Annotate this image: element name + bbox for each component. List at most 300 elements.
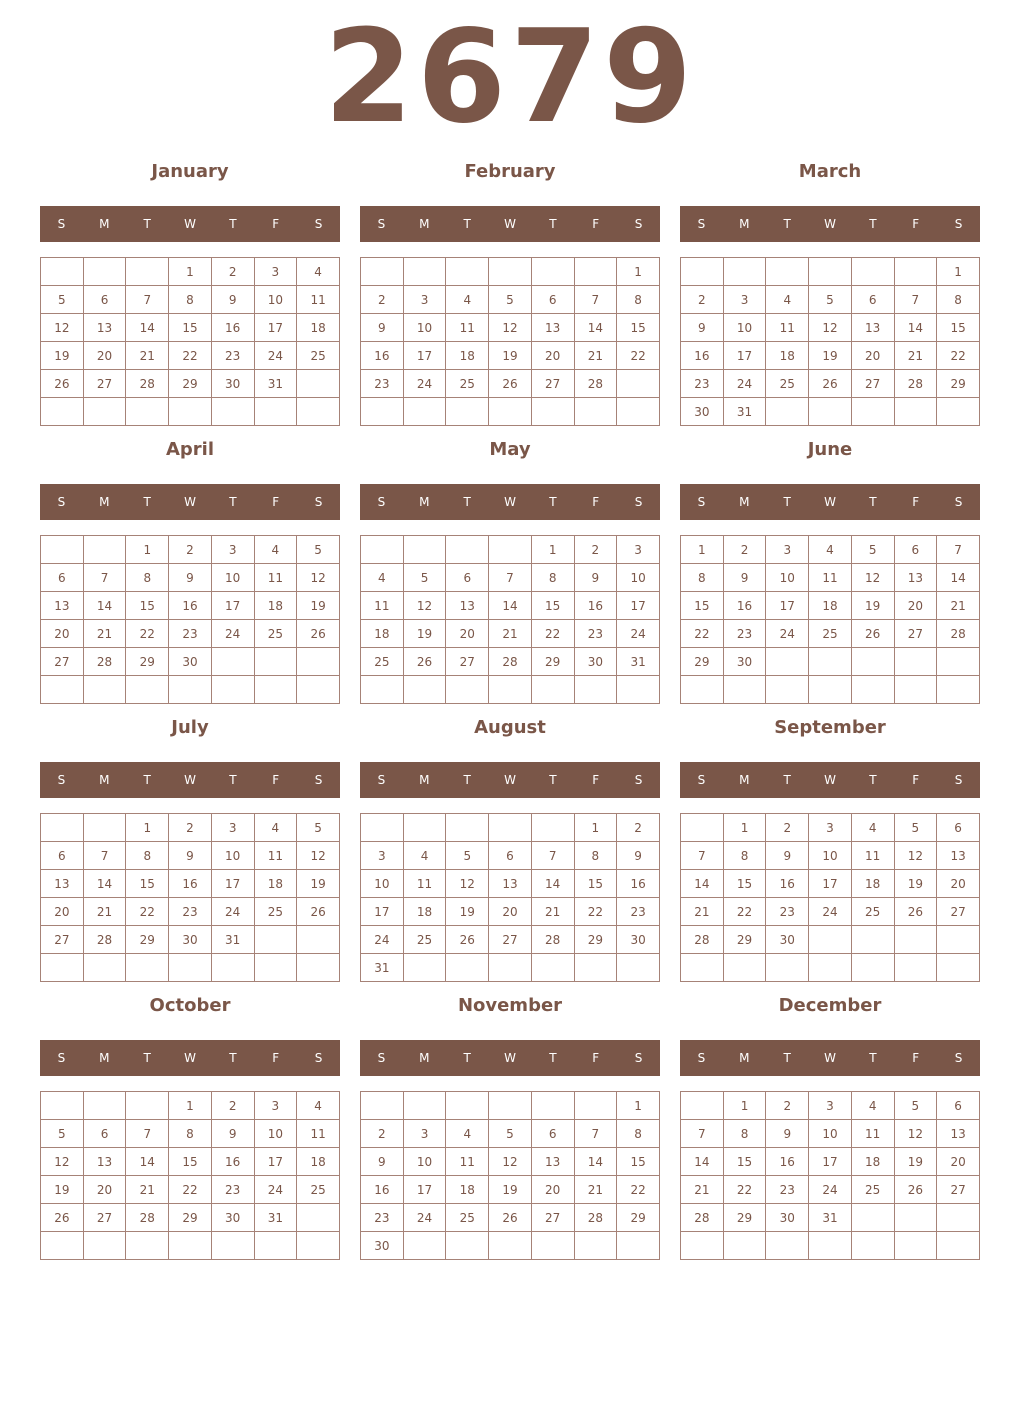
empty-day-cell [489, 1092, 532, 1120]
week-row [681, 814, 980, 842]
day-cell: 15 [723, 870, 766, 898]
day-cell: 30 [766, 926, 809, 954]
day-cell: 5 [297, 536, 340, 564]
empty-day-cell [297, 370, 340, 398]
week-row [41, 676, 340, 704]
day-cell: 8 [681, 564, 724, 592]
day-cell: 11 [851, 842, 894, 870]
day-cell: 30 [211, 1204, 254, 1232]
day-cell: 22 [617, 342, 660, 370]
day-cell: 19 [41, 1176, 84, 1204]
day-grid [40, 813, 340, 982]
day-cell: 30 [617, 926, 660, 954]
empty-day-cell [617, 370, 660, 398]
day-cell: 31 [809, 1204, 852, 1232]
empty-day-cell [851, 1204, 894, 1232]
day-cell: 19 [851, 592, 894, 620]
day-cell: 7 [126, 286, 169, 314]
empty-day-cell [126, 1232, 169, 1260]
day-cell: 26 [894, 1176, 937, 1204]
day-cell: 16 [211, 314, 254, 342]
empty-day-cell [446, 536, 489, 564]
day-cell: 5 [446, 842, 489, 870]
day-cell: 12 [297, 564, 340, 592]
weekday-label: T [463, 1051, 471, 1065]
day-cell: 13 [894, 564, 937, 592]
empty-day-cell [169, 398, 212, 426]
week-row [41, 954, 340, 982]
day-cell: 8 [617, 1120, 660, 1148]
day-cell: 4 [766, 286, 809, 314]
day-cell: 2 [169, 536, 212, 564]
empty-day-cell [809, 926, 852, 954]
day-cell: 22 [126, 898, 169, 926]
week-row [681, 870, 980, 898]
day-cell: 9 [723, 564, 766, 592]
empty-day-cell [169, 676, 212, 704]
month-name: December [778, 995, 882, 1016]
day-cell: 14 [83, 592, 126, 620]
empty-day-cell [937, 676, 980, 704]
week-row [41, 926, 340, 954]
day-cell: 23 [169, 620, 212, 648]
day-cell: 11 [361, 592, 404, 620]
week-row [41, 370, 340, 398]
day-cell: 12 [489, 1148, 532, 1176]
day-cell: 1 [126, 536, 169, 564]
day-cell: 24 [809, 1176, 852, 1204]
empty-day-cell [809, 1232, 852, 1260]
empty-day-cell [211, 954, 254, 982]
day-cell: 26 [297, 620, 340, 648]
day-cell: 4 [446, 1120, 489, 1148]
day-cell: 1 [617, 258, 660, 286]
day-cell: 10 [211, 842, 254, 870]
empty-day-cell [681, 676, 724, 704]
empty-day-cell [83, 676, 126, 704]
empty-day-cell [937, 648, 980, 676]
day-cell: 31 [361, 954, 404, 982]
week-row [361, 1232, 660, 1260]
weekday-label: T [869, 773, 877, 787]
month-name: July [171, 717, 209, 738]
day-cell: 8 [723, 1120, 766, 1148]
day-cell: 27 [41, 926, 84, 954]
empty-day-cell [126, 954, 169, 982]
day-cell: 25 [851, 898, 894, 926]
day-cell: 14 [937, 564, 980, 592]
weekday-label: T [229, 1051, 237, 1065]
empty-day-cell [83, 954, 126, 982]
day-cell: 27 [851, 370, 894, 398]
day-cell: 27 [531, 370, 574, 398]
day-cell: 16 [211, 1148, 254, 1176]
weekday-label: W [824, 217, 836, 231]
empty-day-cell [446, 258, 489, 286]
day-cell: 25 [254, 898, 297, 926]
day-cell: 23 [211, 1176, 254, 1204]
weekday-label: S [57, 1051, 66, 1065]
day-cell: 20 [41, 898, 84, 926]
day-cell: 14 [681, 1148, 724, 1176]
week-row [41, 564, 340, 592]
empty-day-cell [211, 676, 254, 704]
empty-day-cell [894, 676, 937, 704]
empty-day-cell [254, 648, 297, 676]
week-row [681, 286, 980, 314]
weekday-label: T [549, 495, 557, 509]
week-row [681, 1148, 980, 1176]
day-cell: 26 [894, 898, 937, 926]
day-cell: 29 [169, 370, 212, 398]
month-name: October [149, 995, 231, 1016]
week-row [41, 1092, 340, 1120]
week-row [41, 1176, 340, 1204]
day-cell: 28 [894, 370, 937, 398]
day-cell: 17 [254, 314, 297, 342]
weekday-label: S [634, 495, 643, 509]
day-cell: 9 [361, 314, 404, 342]
day-cell: 23 [766, 1176, 809, 1204]
day-cell: 28 [126, 370, 169, 398]
weekday-label: S [377, 495, 386, 509]
day-cell: 1 [169, 1092, 212, 1120]
week-row [681, 648, 980, 676]
week-row [681, 370, 980, 398]
day-cell: 3 [254, 1092, 297, 1120]
day-cell: 24 [211, 898, 254, 926]
day-cell: 16 [617, 870, 660, 898]
day-cell: 18 [809, 592, 852, 620]
empty-day-cell [531, 398, 574, 426]
day-cell: 9 [169, 842, 212, 870]
day-cell: 10 [403, 314, 446, 342]
day-cell: 21 [489, 620, 532, 648]
day-cell: 20 [489, 898, 532, 926]
empty-day-cell [83, 398, 126, 426]
day-cell: 15 [681, 592, 724, 620]
empty-day-cell [766, 954, 809, 982]
day-cell: 2 [211, 1092, 254, 1120]
day-cell: 10 [211, 564, 254, 592]
weekday-label: F [272, 217, 280, 231]
day-cell: 18 [254, 592, 297, 620]
day-cell: 5 [894, 814, 937, 842]
empty-day-cell [851, 258, 894, 286]
week-row [361, 1120, 660, 1148]
empty-day-cell [894, 1204, 937, 1232]
empty-day-cell [681, 1232, 724, 1260]
empty-day-cell [723, 1232, 766, 1260]
empty-day-cell [83, 814, 126, 842]
day-cell: 6 [41, 842, 84, 870]
weekday-label: T [143, 1051, 151, 1065]
day-cell: 6 [937, 814, 980, 842]
empty-day-cell [809, 398, 852, 426]
day-cell: 12 [894, 1120, 937, 1148]
weekday-label: W [184, 773, 196, 787]
week-row [361, 342, 660, 370]
day-cell: 3 [723, 286, 766, 314]
day-cell: 3 [211, 814, 254, 842]
day-cell: 12 [446, 870, 489, 898]
week-row [361, 954, 660, 982]
day-cell: 8 [169, 286, 212, 314]
day-cell: 11 [446, 314, 489, 342]
day-cell: 15 [617, 1148, 660, 1176]
week-row [361, 370, 660, 398]
weekday-header [40, 484, 340, 520]
week-row [681, 342, 980, 370]
weekday-label: S [954, 495, 963, 509]
week-row [41, 286, 340, 314]
empty-day-cell [297, 954, 340, 982]
empty-day-cell [361, 536, 404, 564]
week-row [361, 926, 660, 954]
day-cell: 1 [531, 536, 574, 564]
day-cell: 23 [211, 342, 254, 370]
empty-day-cell [489, 676, 532, 704]
day-cell: 11 [297, 1120, 340, 1148]
empty-day-cell [574, 1092, 617, 1120]
day-cell: 13 [446, 592, 489, 620]
day-cell: 2 [766, 1092, 809, 1120]
day-cell: 5 [489, 286, 532, 314]
day-cell: 6 [446, 564, 489, 592]
day-cell: 16 [169, 870, 212, 898]
day-cell: 29 [617, 1204, 660, 1232]
week-row [361, 1176, 660, 1204]
day-cell: 17 [254, 1148, 297, 1176]
day-cell: 4 [446, 286, 489, 314]
day-cell: 18 [361, 620, 404, 648]
day-cell: 6 [41, 564, 84, 592]
day-cell: 20 [937, 1148, 980, 1176]
day-cell: 13 [83, 314, 126, 342]
day-cell: 25 [297, 1176, 340, 1204]
week-row [361, 898, 660, 926]
day-cell: 8 [723, 842, 766, 870]
weekday-label: S [634, 1051, 643, 1065]
day-cell: 1 [617, 1092, 660, 1120]
weekday-label: M [99, 1051, 110, 1065]
day-cell: 2 [361, 286, 404, 314]
weekday-label: F [272, 773, 280, 787]
day-cell: 21 [126, 342, 169, 370]
weekday-label: S [697, 773, 706, 787]
empty-day-cell [41, 536, 84, 564]
day-cell: 11 [403, 870, 446, 898]
day-cell: 29 [169, 1204, 212, 1232]
day-cell: 24 [809, 898, 852, 926]
weekday-label: T [229, 217, 237, 231]
day-cell: 24 [403, 370, 446, 398]
day-cell: 21 [937, 592, 980, 620]
empty-day-cell [83, 1232, 126, 1260]
empty-day-cell [126, 258, 169, 286]
day-cell: 16 [361, 1176, 404, 1204]
empty-day-cell [723, 258, 766, 286]
empty-day-cell [809, 676, 852, 704]
weekday-label: M [419, 495, 430, 509]
weekday-label: T [783, 773, 791, 787]
day-cell: 4 [297, 258, 340, 286]
day-cell: 26 [489, 1204, 532, 1232]
day-cell: 18 [766, 342, 809, 370]
weekday-label: M [419, 217, 430, 231]
day-cell: 28 [681, 1204, 724, 1232]
weekday-label: S [954, 773, 963, 787]
weekday-label: T [549, 1051, 557, 1065]
day-cell: 25 [809, 620, 852, 648]
day-cell: 4 [254, 536, 297, 564]
day-cell: 3 [403, 1120, 446, 1148]
day-cell: 20 [531, 1176, 574, 1204]
empty-day-cell [723, 676, 766, 704]
day-cell: 27 [83, 370, 126, 398]
day-cell: 2 [617, 814, 660, 842]
month-name: May [489, 439, 531, 460]
day-cell: 25 [254, 620, 297, 648]
empty-day-cell [809, 258, 852, 286]
day-cell: 18 [297, 314, 340, 342]
week-row [681, 536, 980, 564]
day-cell: 7 [531, 842, 574, 870]
day-cell: 19 [894, 870, 937, 898]
day-grid [680, 813, 980, 982]
weekday-label: F [912, 217, 920, 231]
day-cell: 12 [403, 592, 446, 620]
day-cell: 15 [126, 592, 169, 620]
day-cell: 25 [851, 1176, 894, 1204]
day-cell: 22 [937, 342, 980, 370]
week-row [41, 814, 340, 842]
week-row [41, 398, 340, 426]
week-row [41, 314, 340, 342]
week-row [361, 1092, 660, 1120]
day-cell: 9 [211, 1120, 254, 1148]
empty-day-cell [446, 676, 489, 704]
day-cell: 28 [937, 620, 980, 648]
weekday-label: M [99, 217, 110, 231]
empty-day-cell [169, 954, 212, 982]
day-cell: 7 [83, 564, 126, 592]
day-cell: 31 [211, 926, 254, 954]
day-cell: 26 [403, 648, 446, 676]
empty-day-cell [403, 398, 446, 426]
day-cell: 22 [531, 620, 574, 648]
day-cell: 3 [809, 1092, 852, 1120]
empty-day-cell [403, 258, 446, 286]
empty-day-cell [937, 1204, 980, 1232]
week-row [361, 398, 660, 426]
weekday-label: W [824, 773, 836, 787]
day-cell: 29 [531, 648, 574, 676]
empty-day-cell [297, 1204, 340, 1232]
week-row [681, 676, 980, 704]
weekday-header [360, 206, 660, 242]
weekday-label: T [229, 495, 237, 509]
empty-day-cell [41, 814, 84, 842]
day-cell: 10 [617, 564, 660, 592]
day-cell: 3 [254, 258, 297, 286]
day-cell: 14 [126, 1148, 169, 1176]
weekday-header [40, 1040, 340, 1076]
empty-day-cell [126, 1092, 169, 1120]
weekday-label: W [824, 495, 836, 509]
weekday-label: F [272, 495, 280, 509]
day-cell: 7 [489, 564, 532, 592]
empty-day-cell [851, 398, 894, 426]
empty-day-cell [851, 954, 894, 982]
day-cell: 12 [297, 842, 340, 870]
weekday-label: M [419, 1051, 430, 1065]
day-cell: 15 [531, 592, 574, 620]
empty-day-cell [83, 1092, 126, 1120]
day-cell: 18 [851, 870, 894, 898]
day-cell: 10 [766, 564, 809, 592]
week-row [681, 258, 980, 286]
empty-day-cell [41, 1092, 84, 1120]
empty-day-cell [489, 258, 532, 286]
empty-day-cell [361, 1092, 404, 1120]
day-cell: 5 [41, 1120, 84, 1148]
weekday-label: S [697, 217, 706, 231]
day-cell: 13 [531, 314, 574, 342]
day-cell: 20 [83, 1176, 126, 1204]
day-cell: 18 [403, 898, 446, 926]
empty-day-cell [681, 814, 724, 842]
day-grid [360, 1091, 660, 1260]
week-row [681, 1176, 980, 1204]
day-cell: 1 [169, 258, 212, 286]
empty-day-cell [446, 814, 489, 842]
empty-day-cell [211, 1232, 254, 1260]
day-cell: 31 [254, 370, 297, 398]
day-cell: 2 [211, 258, 254, 286]
week-row [41, 898, 340, 926]
day-cell: 13 [41, 870, 84, 898]
day-cell: 29 [723, 1204, 766, 1232]
day-cell: 21 [83, 898, 126, 926]
empty-day-cell [254, 676, 297, 704]
day-cell: 5 [403, 564, 446, 592]
day-cell: 13 [851, 314, 894, 342]
day-cell: 2 [681, 286, 724, 314]
day-cell: 9 [681, 314, 724, 342]
day-cell: 19 [297, 592, 340, 620]
day-cell: 30 [169, 648, 212, 676]
day-cell: 19 [809, 342, 852, 370]
day-cell: 18 [254, 870, 297, 898]
empty-day-cell [937, 398, 980, 426]
weekday-label: S [314, 1051, 323, 1065]
month-name: November [457, 995, 563, 1016]
day-cell: 8 [126, 564, 169, 592]
week-row [361, 676, 660, 704]
week-row [681, 564, 980, 592]
day-cell: 23 [766, 898, 809, 926]
weekday-label: S [314, 773, 323, 787]
day-cell: 25 [361, 648, 404, 676]
month-name: January [151, 161, 229, 182]
empty-day-cell [403, 1092, 446, 1120]
empty-day-cell [126, 676, 169, 704]
weekday-header [360, 1040, 660, 1076]
day-cell: 24 [254, 1176, 297, 1204]
day-cell: 5 [809, 286, 852, 314]
week-row [361, 314, 660, 342]
